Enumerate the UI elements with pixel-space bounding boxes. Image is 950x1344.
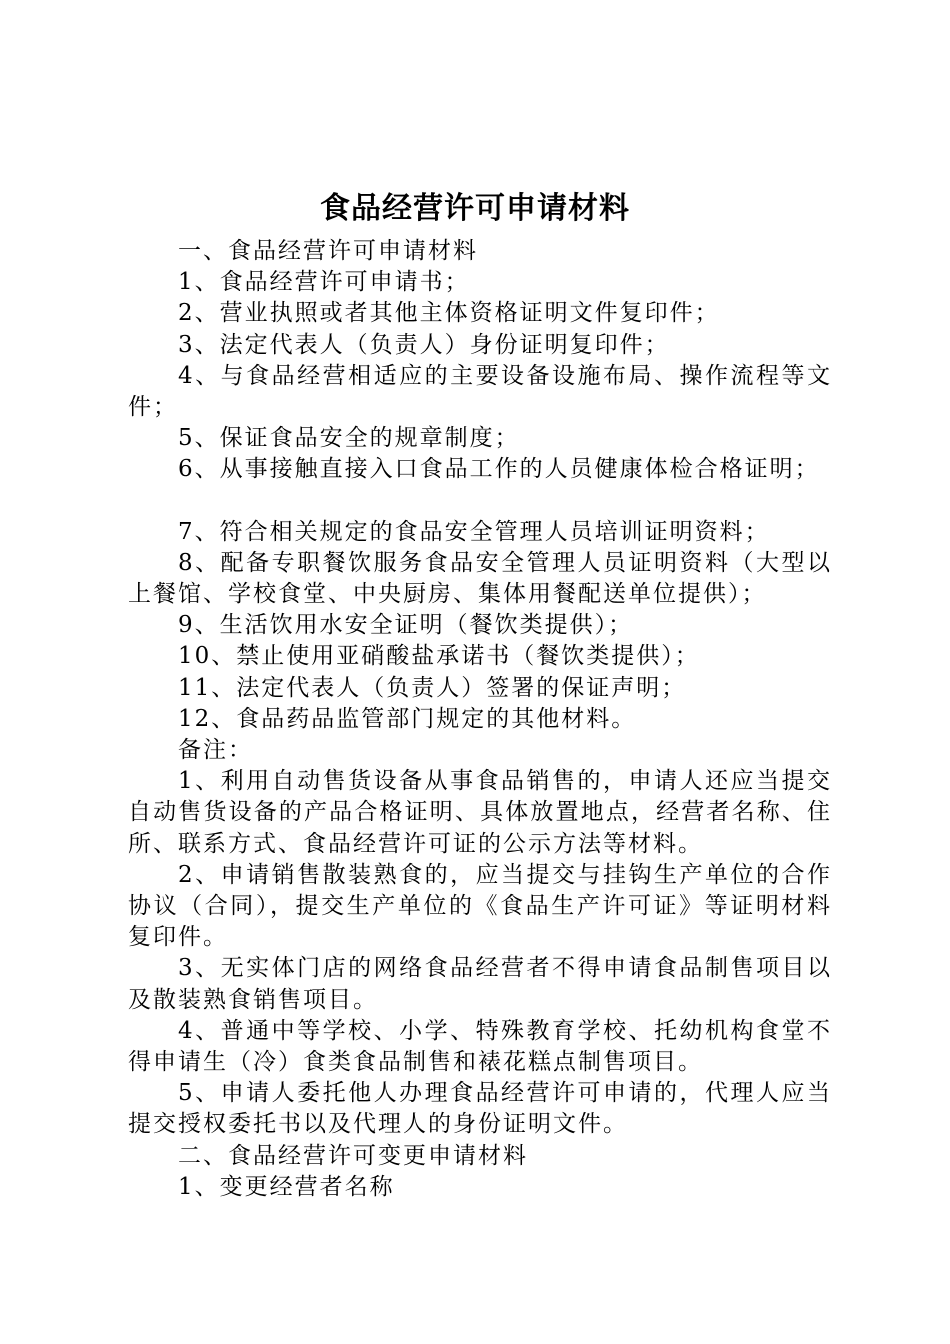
list-item: 1、食品经营许可申请书； [178, 269, 470, 296]
list-item: 6、从事接触直接入口食品工作的人员健康体检合格证明； [178, 456, 820, 483]
remark-item: 2、申请销售散装熟食的，应当提交与挂钩生产单位的合作协议（合同），提交生产单位的《食品生产许可证》等证明材料复印件。 [128, 861, 832, 951]
list-item: 10、禁止使用亚硝酸盐承诺书（餐饮类提供）； [178, 643, 700, 670]
list-item: 3、法定代表人（负责人）身份证明复印件； [178, 331, 670, 358]
list-item: 7、符合相关规定的食品安全管理人员培训证明资料； [178, 518, 770, 545]
remark-item: 4、普通中等学校、小学、特殊教育学校、托幼机构食堂不得申请生（冷）食类食品制售和裱花糕点制售项目。 [128, 1017, 832, 1076]
remark-item: 1、利用自动售货设备从事食品销售的，申请人还应当提交自动售货设备的产品合格证明、具体放置地点，经营者名称、住所、联系方式、食品经营许可证的公示方法等材料。 [128, 768, 832, 857]
document-body [128, 236, 832, 1203]
section-heading-2: 二、食品经营许可变更申请材料 [178, 1142, 528, 1169]
list-item: 11、法定代表人（负责人）签署的保证声明； [178, 674, 687, 701]
remark-item: 5、申请人委托他人办理食品经营许可申请的，代理人应当提交授权委托书以及代理人的身份证明文件。 [128, 1080, 832, 1138]
section-heading-1: 一、食品经营许可申请材料 [178, 238, 478, 264]
document-title: 食品经营许可申请材料 [320, 191, 630, 226]
list-item: 2、营业执照或者其他主体资格证明文件复印件； [178, 300, 720, 327]
list-item: 9、生活饮用水安全证明（餐饮类提供）； [178, 612, 634, 639]
list-item: 8、配备专职餐饮服务食品安全管理人员证明资料（大型以上餐馆、学校食堂、中央厨房、集体用餐配送单位提供）； [128, 549, 832, 608]
remarks-heading: 备注： [178, 737, 253, 764]
list-item: 12、食品药品监管部门规定的其他材料。 [178, 705, 637, 732]
list-item: 1、变更经营者名称 [178, 1173, 395, 1200]
list-item: 4、与食品经营相适应的主要设备设施布局、操作流程等文件； [128, 362, 832, 421]
remark-item: 3、无实体门店的网络食品经营者不得申请食品制售项目以及散装熟食销售项目。 [128, 955, 832, 1013]
list-item: 5、保证食品安全的规章制度； [178, 425, 520, 452]
